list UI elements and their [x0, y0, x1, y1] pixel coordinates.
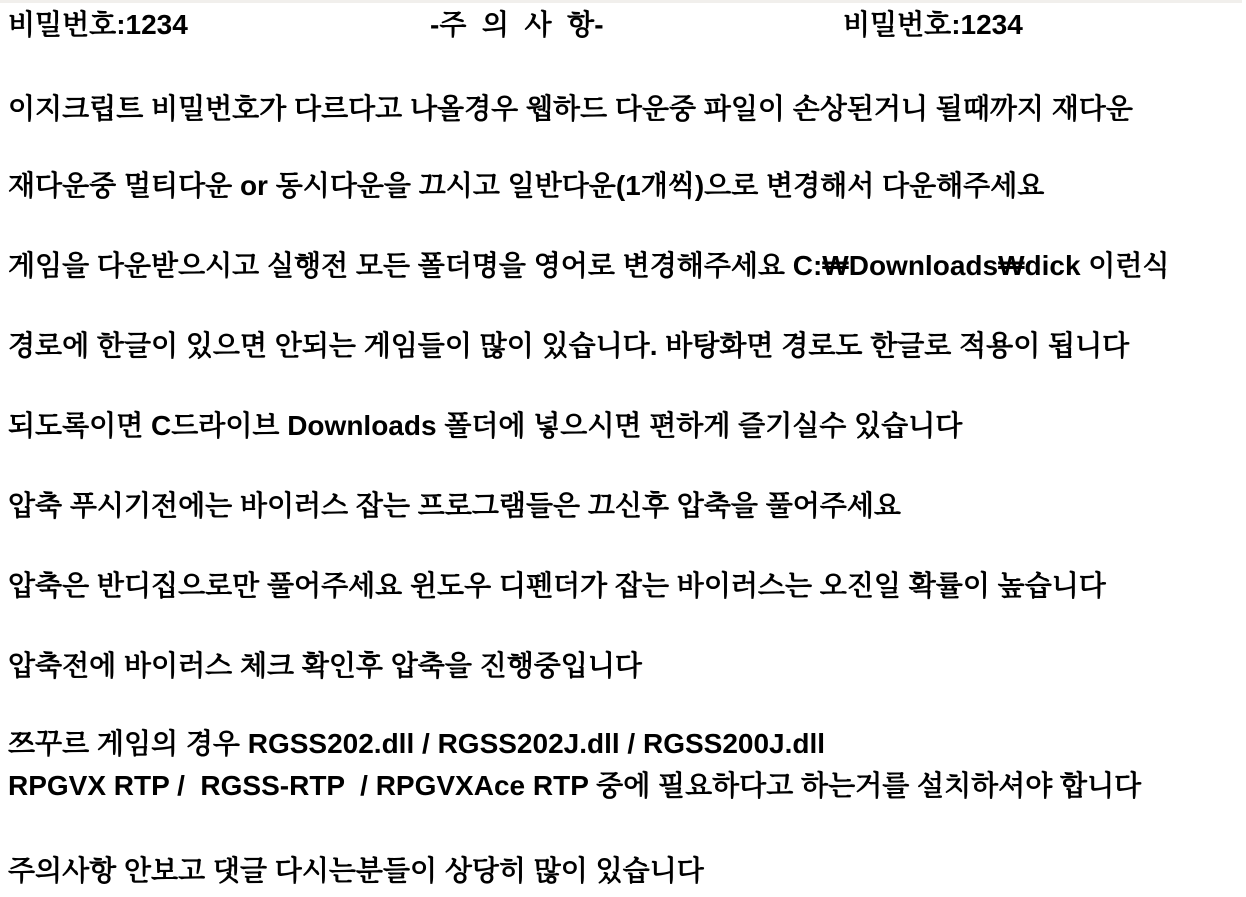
page-title: -주 의 사 항- [430, 9, 604, 40]
notice-line: 압축전에 바이러스 체크 확인후 압축을 진행중입니다 [8, 650, 642, 681]
password-label-left: 비밀번호:1234 [8, 9, 188, 40]
notice-line: 압축은 반디집으로만 풀어주세요 윈도우 디펜더가 잡는 바이러스는 오진일 확률이 높습니다 [8, 570, 1106, 601]
notice-line: 재다운중 멀티다운 or 동시다운을 끄시고 일반다운(1개씩)으로 변경해서 다운해주세요 [8, 170, 1045, 201]
password-label-right: 비밀번호:1234 [843, 9, 1023, 40]
top-edge-strip [0, 0, 1242, 3]
notice-line: 이지크립트 비밀번호가 다르다고 나올경우 웹하드 다운중 파일이 손상된거니 될때까지 재다운 [8, 93, 1133, 124]
notice-line: 압축 푸시기전에는 바이러스 잡는 프로그램들은 끄신후 압축을 풀어주세요 [8, 490, 901, 521]
notice-line: 경로에 한글이 있으면 안되는 게임들이 많이 있습니다. 바탕화면 경로도 한글로 적용이 됩니다 [8, 330, 1130, 361]
notice-line: 게임을 다운받으시고 실행전 모든 폴더명을 영어로 변경해주세요 C:₩Downloads₩dick 이런식 [8, 250, 1170, 281]
notice-line: 주의사항 안보고 댓글 다시는분들이 상당히 많이 있습니다 [8, 855, 704, 886]
notice-line: RPGVX RTP / RGSS-RTP / RPGVXAce RTP 중에 필요하다고 하는거를 설치하셔야 합니다 [8, 770, 1142, 801]
notice-line: 쯔꾸르 게임의 경우 RGSS202.dll / RGSS202J.dll / RGSS200J.dll [8, 728, 826, 759]
notice-line: 되도록이면 C드라이브 Downloads 폴더에 넣으시면 편하게 즐기실수 있습니다 [8, 410, 963, 441]
